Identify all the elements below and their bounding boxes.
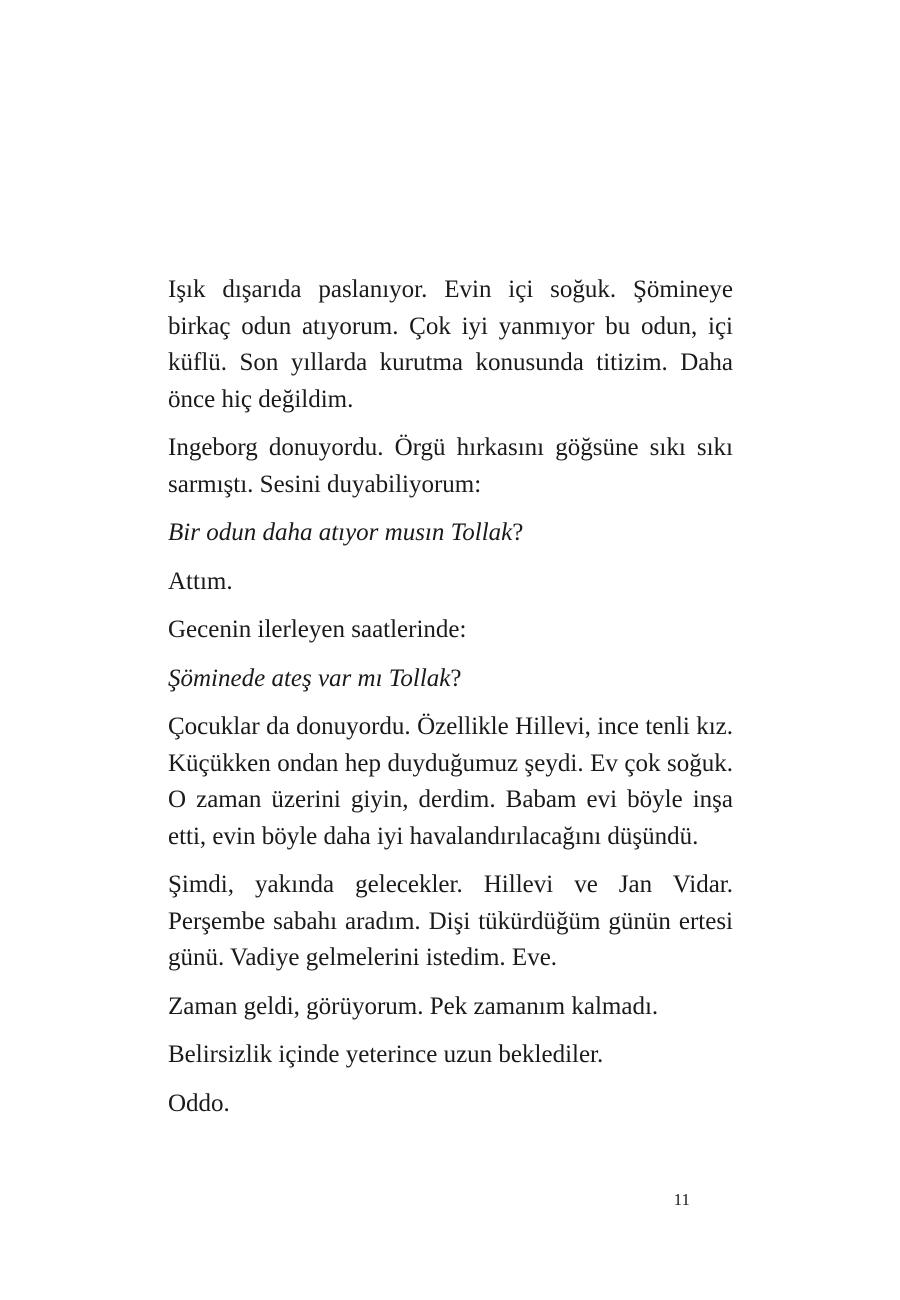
paragraph-9: Zaman geldi, görüyorum. Pek zamanım kalmadı. xyxy=(168,992,659,1020)
paragraph-8: Şimdi, yakında gelecekler. Hillevi ve Jan Vidar. Perşembe sabahı aradım. Dişi tükürdüğüm günün ertesi günü. Vadiye gelmelerini istedim. Eve. xyxy=(168,871,733,971)
dialogue-punctuation: ? xyxy=(512,519,524,546)
paragraph-10: Belirsizlik içinde yeterince uzun beklediler. xyxy=(168,1041,604,1068)
paragraph-3-dialogue xyxy=(168,515,733,552)
paragraph-6-dialogue xyxy=(168,661,733,698)
paragraph-7: Çocuklar da donuyordu. Özellikle Hillevi, ince tenli kız. Küçükken ondan hep duyduğumuz şeydi. Ev çok soğuk. O zaman üzerini giyin, derdim. Babam evi böyle inşa etti, evin böyle daha iyi havalandırılacağını düşündü. xyxy=(168,713,733,850)
page-number: 11 xyxy=(673,1190,690,1209)
paragraph-1: Işık dışarıda paslanıyor. Evin içi soğuk. Şömineye birkaç odun atıyorum. Çok iyi yanmıyor bu odun, içi küflü. Son yıllarda kurutma konusunda titizim. Daha önce hiç değildim. xyxy=(168,276,733,413)
body-text xyxy=(168,272,733,1134)
italic-dialogue: Şöminede ateş var mı Tollak xyxy=(168,664,451,692)
paragraph-5: Gecenin ilerleyen saatlerinde: xyxy=(168,616,467,643)
paragraph-2: Ingeborg donuyordu. Örgü hırkasını göğsüne sıkı sıkı sarmıştı. Sesini duyabiliyorum: xyxy=(168,434,733,498)
paragraph-11: Oddo. xyxy=(168,1089,230,1117)
italic-dialogue: Bir odun daha atıyor musın Tollak xyxy=(168,519,513,546)
dialogue-punctuation: ? xyxy=(450,664,462,692)
paragraph-4: Attım. xyxy=(168,567,233,595)
